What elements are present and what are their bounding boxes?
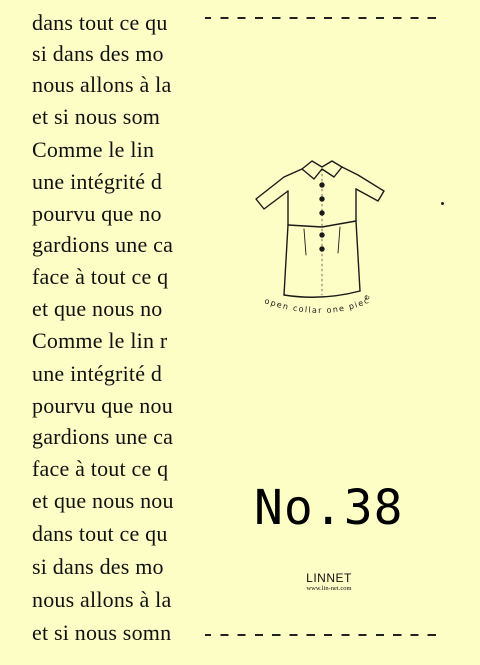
text-line: une intégrité d [32, 361, 163, 386]
text-line: nous allons à la [32, 72, 172, 97]
button-icon [320, 197, 324, 201]
button-icon [320, 247, 324, 251]
text-line: si dans des mo [32, 554, 164, 579]
dress-illustration [244, 155, 394, 330]
text-line: nous allons à la [32, 587, 172, 612]
top-dashed-rule [205, 17, 445, 19]
illustration-caption: open collar one piece [263, 292, 372, 316]
button-icon [320, 233, 324, 237]
text-line: et si nous som [32, 104, 161, 129]
brand-name: LINNET [306, 571, 352, 585]
left-sleeve [256, 169, 302, 209]
text-line: et que nous nou [32, 488, 174, 513]
ink-dot [441, 202, 444, 205]
text-line: gardions une ca [32, 424, 174, 449]
text-line: dans tout ce qu [32, 521, 168, 546]
button-icon [320, 183, 324, 187]
button-icon [320, 211, 324, 215]
text-line: pourvu que nou [32, 393, 173, 418]
text-column [0, 0, 186, 665]
text-line: Comme le lin [32, 137, 155, 162]
text-line: gardions une ca [32, 232, 174, 257]
text-line: Comme le lin r [32, 328, 168, 353]
right-sleeve [342, 167, 384, 201]
svg-text:open collar one piece [263, 293, 371, 315]
text-line: face à tout ce q [32, 264, 169, 289]
text-line: une intégrité d [32, 169, 163, 194]
text-line: et si nous somn [32, 620, 172, 645]
text-line: si dans des mo [32, 41, 164, 66]
text-line: pourvu que no [32, 201, 162, 226]
bottom-dashed-rule [205, 634, 445, 636]
text-line: dans tout ce qu [32, 10, 168, 35]
text-line: et que nous no [32, 296, 163, 321]
brand-url: www.lin-net.com [306, 585, 352, 592]
text-line: face à tout ce q [32, 456, 169, 481]
issue-number: No.38 [254, 480, 404, 536]
